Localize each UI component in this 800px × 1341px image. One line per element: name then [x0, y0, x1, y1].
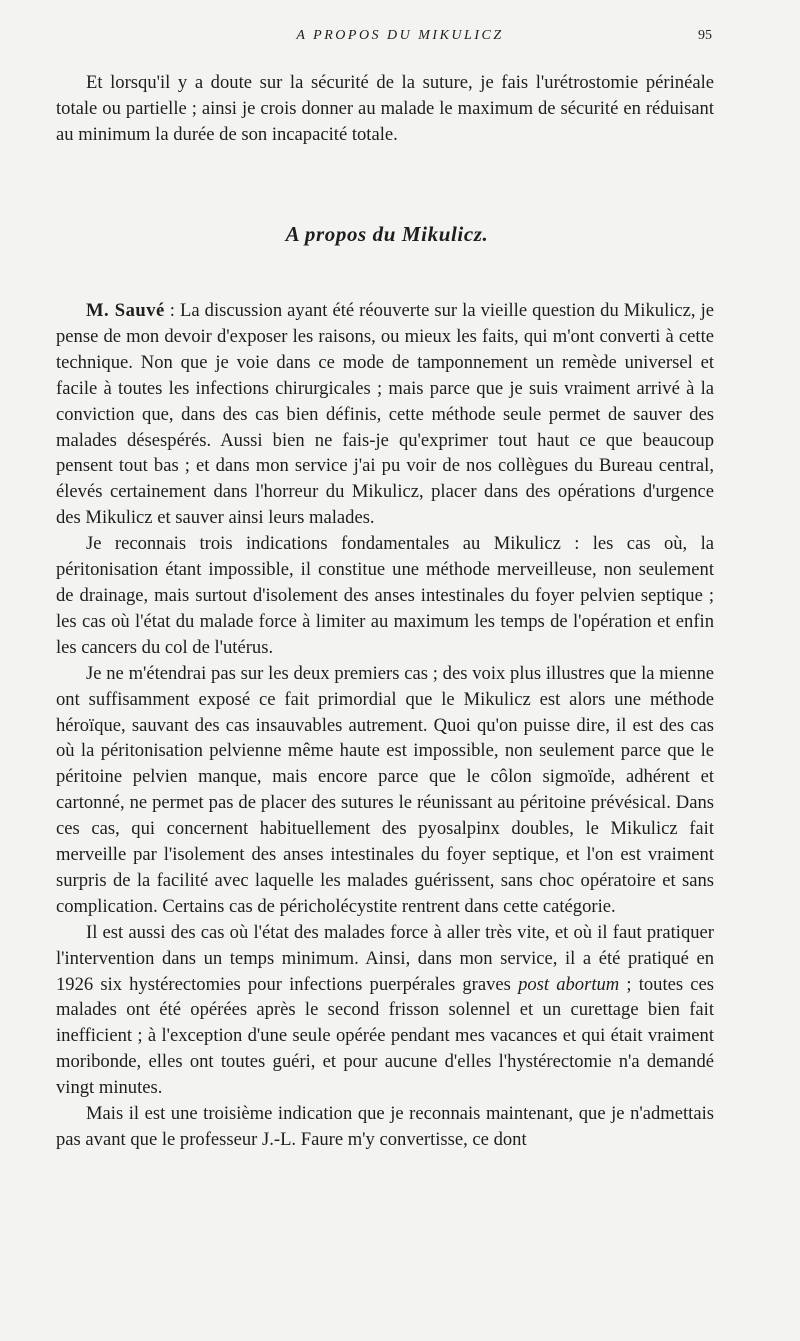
- running-header: [0, 28, 800, 50]
- intro-block: [56, 70, 714, 148]
- paragraph-2: Je reconnais trois indications fondamentales au Mikulicz : les cas où, la péritonisation étant impossible, il constitue une méthode merveilleuse, non seulement de drainage, mais surtout d'isolement des anses intestinales du foyer pelvien septique ; les cas où l'état du malade force à limiter au maximum les temps de l'opération et enfin les cancers du col de l'utérus.: [56, 533, 714, 658]
- running-title: A PROPOS DU MIKULICZ: [296, 28, 504, 43]
- paragraph-1-text: : La discussion ayant été réouverte sur la vieille question du Mikulicz, je pense de mon devoir d'exposer les raisons, ou mieux les faits, qui m'ont converti à cette technique. Non que je voie dans ce mode de tamponnement un remède universel et facile à toutes les infections chirurgicales ; mais parce que je suis vraiment arrivé à la conviction que, dans des cas bien définis, cette méthode seule permet de sauver des malades désespérés. Aussi bien ne fais-je qu'exprimer tout haut ce que beaucoup pensent tout bas ; et dans mon service j'ai pu voir de nos collègues du Bureau central, élevés certainement dans l'horreur du Mikulicz, placer dans des opérations d'urgence des Mikulicz et sauver ainsi leurs malades.: [56, 300, 715, 529]
- speaker-name: M. Sauvé: [86, 300, 165, 321]
- paragraph-5: Mais il est une troisième indication que je reconnais maintenant, que je n'admettais pas avant que le professeur J.-L. Faure m'y convertisse, ce dont: [56, 1103, 714, 1150]
- intro-paragraph: Et lorsqu'il y a doute sur la sécurité de la suture, je fais l'urétrostomie périnéale totale ou partielle ; ainsi je crois donner au malade le maximum de sécurité en réduisant au minimum la durée de son incapacité totale.: [56, 72, 714, 145]
- paragraph-1: [56, 298, 714, 531]
- discussion-block: [56, 298, 714, 1153]
- paragraph-4-text-a: Il est aussi des cas où l'état des malades force à aller très vite, et où il faut pratiquer l'intervention dans un temps minimum. Ainsi, dans mon service, il a été pratiqué en 1926 six hystérectomies pour infections puerpérales graves: [56, 921, 714, 995]
- paragraph-4: [56, 920, 714, 1101]
- latin-phrase: post abortum: [518, 973, 620, 995]
- paragraph-4-text-b: ; toutes ces malades ont été opérées après le second frisson solennel et un curettage bien fait inefficient ; à l'exception d'une seule opérée pendant mes vacances et qui était vraiment moribonde, elles ont toutes guéri, et pour aucune d'elles l'hystérectomie n'a demandé vingt minutes.: [56, 973, 714, 1099]
- page-number: 95: [698, 28, 712, 43]
- paragraph-3: Je ne m'étendrai pas sur les deux premiers cas ; des voix plus illustres que la mienne ont suffisamment exposé ce fait primordial que le Mikulicz est alors une méthode héroïque, sauvant des cas insauvables autrement. Quoi qu'on puisse dire, il est des cas où la péritonisation pelvienne même haute est impossible, non seulement parce que le péritoine pelvien manque, mais encore parce que le côlon sigmoïde, adhérent et cartonné, ne permet pas de placer des sutures le réunissant au péritoine prévésical. Dans ces cas, qui concernent habituellement des pyosalpinx doubles, le Mikulicz fait merveille par l'isolement des anses intestinales du foyer septique, et l'on est vraiment surpris de la facilité avec laquelle les malades guérissent, sans choc opératoire et sans complication. Certains cas de péricholécystite rentrent dans cette catégorie.: [56, 662, 714, 917]
- section-title: A propos du Mikulicz.: [285, 222, 489, 246]
